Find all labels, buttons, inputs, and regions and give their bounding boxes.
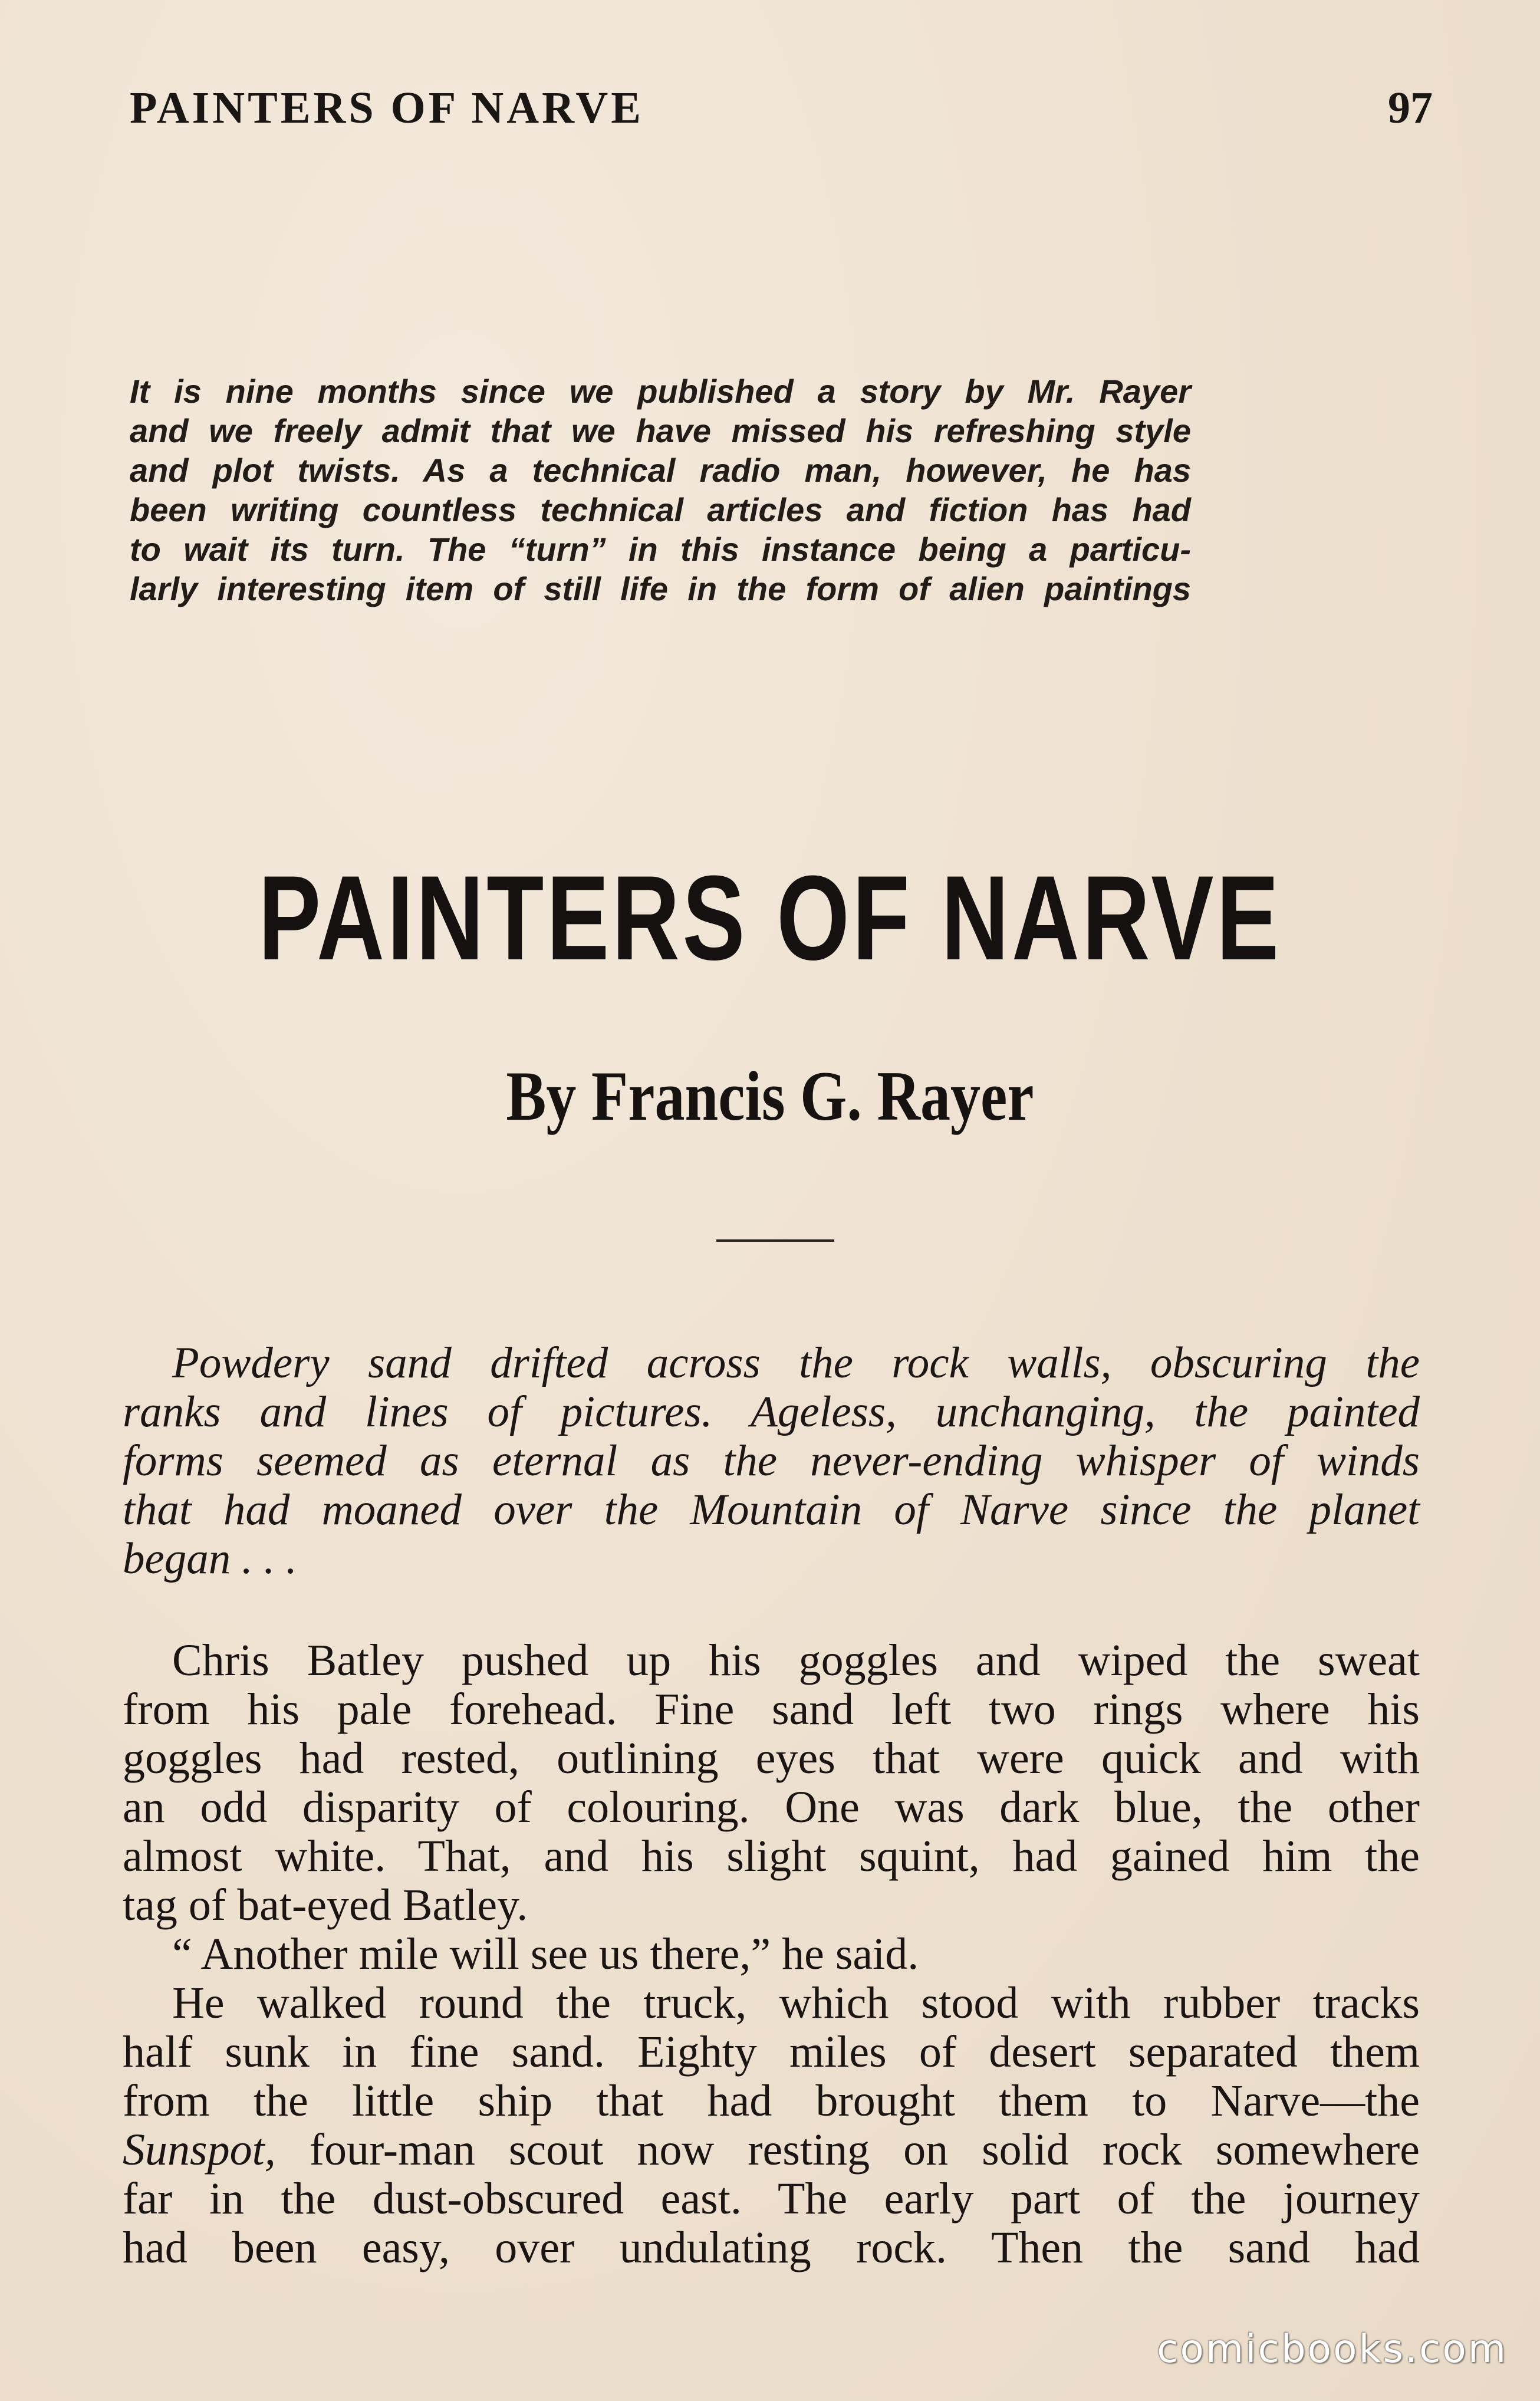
editor-note [130, 371, 1191, 609]
story-byline: By Francis G. Rayer [506, 1057, 1034, 1135]
body-line: far in the dust-obscured east. The early part of the journey [123, 2174, 1420, 2224]
body-line: from the little ship that had brought them to Narve—the [123, 2076, 1420, 2126]
body-line: from his pale forehead. Fine sand left two rings where his [123, 1685, 1420, 1734]
intro-paragraph [123, 1338, 1420, 1583]
editor-note-line: and we freely admit that we have missed his refreshing style [130, 412, 1191, 449]
body-line: had been easy, over undulating rock. Then the sand had [123, 2223, 1420, 2272]
dialogue-line: “ Another mile will see us there,” he said. [172, 1929, 919, 1979]
ship-name: Sunspot, [123, 2125, 276, 2175]
editor-note-line: larly interesting item of still life in the form of alien paintings [130, 570, 1191, 607]
body-line: He walked round the truck, which stood with rubber tracks [172, 1978, 1420, 2028]
body-line-ship [123, 2126, 1420, 2175]
running-header [130, 83, 1433, 147]
editor-note-line: to wait its turn. The “turn” in this instance being a particu- [130, 531, 1191, 568]
body-line: half sunk in fine sand. Eighty miles of desert separated them [123, 2027, 1420, 2077]
watermark-logo: comicbooks.com [1157, 2326, 1508, 2372]
intro-line: Powdery sand drifted across the rock walls, obscuring the [172, 1338, 1420, 1387]
body-line: almost white. That, and his slight squint, had gained him the [123, 1831, 1420, 1881]
title-divider [716, 1239, 834, 1242]
page-number: 97 [1388, 83, 1433, 133]
body-line: goggles had rested, outlining eyes that were quick and with [123, 1734, 1420, 1783]
body-line-text: four-man scout now resting on solid rock somewhere [309, 2125, 1420, 2175]
intro-line: began . . . [123, 1534, 297, 1583]
running-title: PAINTERS OF NARVE [130, 83, 644, 133]
editor-note-line: been writing countless technical articles and fiction has had [130, 491, 1191, 528]
body-line: Chris Batley pushed up his goggles and wiped the sweat [172, 1636, 1420, 1685]
editor-note-line: It is nine months since we published a story by Mr. Rayer [130, 373, 1191, 410]
intro-line: that had moaned over the Mountain of Narve since the planet [123, 1485, 1420, 1534]
story-title: PAINTERS OF NARVE [258, 851, 1282, 985]
body-line: tag of bat-eyed Batley. [123, 1880, 528, 1930]
body-text [123, 1636, 1420, 2272]
intro-line: ranks and lines of pictures. Ageless, unchanging, the painted [123, 1387, 1420, 1436]
intro-line: forms seemed as eternal as the never-ending whisper of winds [123, 1436, 1420, 1485]
body-line: an odd disparity of colouring. One was dark blue, the other [123, 1782, 1420, 1832]
editor-note-line: and plot twists. As a technical radio man, however, he has [130, 452, 1191, 489]
